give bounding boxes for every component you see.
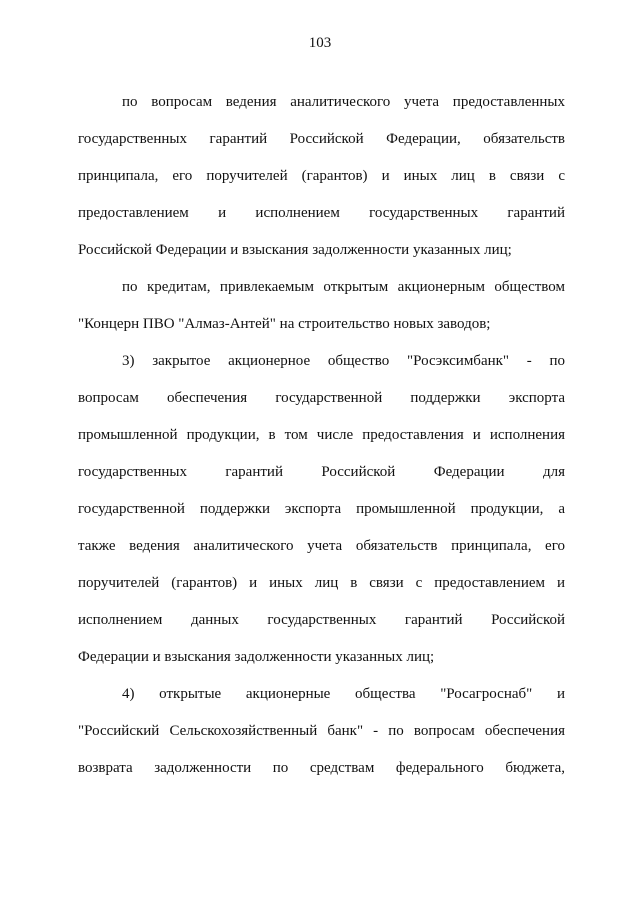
text-line: "Российский Сельскохозяйственный банк" - по вопросам обеспечения bbox=[78, 723, 565, 739]
text-line: по кредитам, привлекаемым открытым акционерным обществом bbox=[122, 279, 565, 295]
text-line: Федерации и взыскания задолженности указанных лиц; bbox=[78, 649, 435, 665]
text-line: исполнением данных государственных гарантий Российской bbox=[78, 612, 565, 628]
text-line: Российской Федерации и взыскания задолженности указанных лиц; bbox=[78, 242, 512, 258]
text-line: возврата задолженности по средствам федерального бюджета, bbox=[78, 760, 565, 776]
text-line: также ведения аналитического учета обязательств принципала, его bbox=[78, 538, 565, 554]
text-line: поручителей (гарантов) и иных лиц в связи с предоставлением и bbox=[78, 575, 565, 591]
text-line: предоставлением и исполнением государственных гарантий bbox=[78, 205, 565, 221]
text-line: "Концерн ПВО "Алмаз-Антей" на строительство новых заводов; bbox=[78, 316, 491, 332]
text-line: 3) закрытое акционерное общество "Росэксимбанк" - по bbox=[122, 353, 565, 369]
text-line: по вопросам ведения аналитического учета предоставленных bbox=[122, 94, 565, 110]
text-line: промышленной продукции, в том числе предоставления и исполнения bbox=[78, 427, 565, 443]
page-number: 103 bbox=[308, 35, 332, 51]
text-line: государственных гарантий Российской Федерации для bbox=[78, 464, 565, 480]
text-line: вопросам обеспечения государственной поддержки экспорта bbox=[78, 390, 565, 406]
text-line: государственной поддержки экспорта промышленной продукции, а bbox=[78, 501, 565, 517]
text-line: принципала, его поручителей (гарантов) и иных лиц в связи с bbox=[78, 168, 565, 184]
text-line: 4) открытые акционерные общества "Росагроснаб" и bbox=[122, 686, 565, 702]
text-line: государственных гарантий Российской Федерации, обязательств bbox=[78, 131, 565, 147]
